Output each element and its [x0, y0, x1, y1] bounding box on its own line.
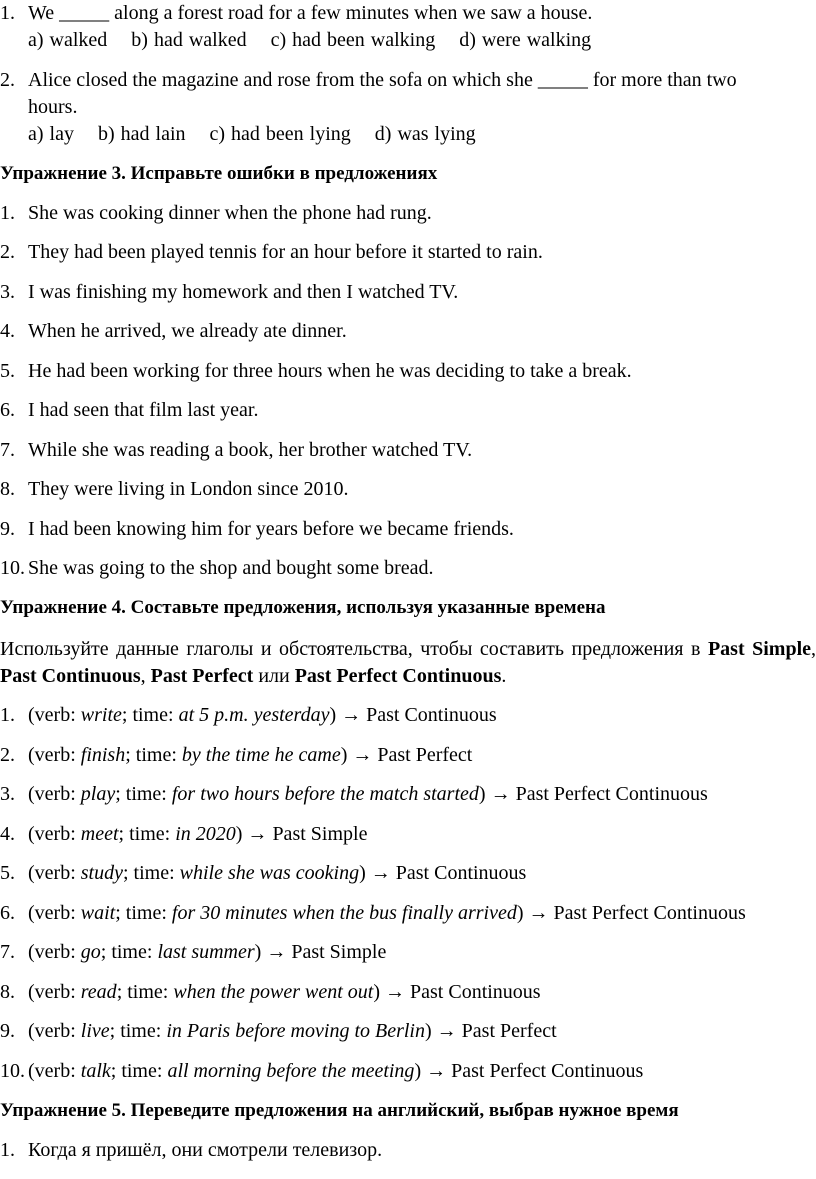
option-a: a) walked — [28, 29, 108, 51]
item-text — [28, 1060, 643, 1083]
verb-value: finish — [80, 744, 126, 766]
item-text — [28, 1020, 557, 1043]
item-number: 10. — [0, 557, 25, 579]
tense-value: Past Continuous — [395, 862, 527, 884]
item-text — [28, 704, 497, 727]
verb-value: wait — [80, 902, 116, 924]
item-text: We _____ along a forest road for a few minutes when we saw a house. — [28, 2, 593, 24]
exercise-3-heading: Упражнение 3. Исправьте ошибки в предложениях — [0, 163, 438, 184]
period: . — [501, 665, 507, 687]
tense-value: Past Continuous — [410, 981, 541, 1003]
item-number: 2. — [0, 744, 15, 766]
item-text: She was going to the shop and bought some bread. — [28, 557, 434, 579]
item-text — [28, 902, 746, 925]
tense-past-perfect: Past Perfect — [150, 665, 254, 687]
option-b: b) had lain — [97, 123, 186, 145]
arrow: ) → — [478, 783, 516, 805]
item-number: 3. — [0, 783, 15, 805]
item-number: 8. — [0, 981, 15, 1003]
tense-value: Past Perfect Continuous — [515, 783, 708, 805]
tense-value: Past Simple — [272, 823, 368, 845]
option-c: c) had been walking — [270, 29, 436, 51]
arrow: ) → — [254, 941, 292, 963]
verb-label: (verb: — [28, 1060, 81, 1082]
tense-value: Past Perfect Continuous — [451, 1060, 644, 1082]
time-value: at 5 p.m. yesterday — [178, 704, 330, 726]
verb-value: study — [80, 862, 123, 884]
item-number: 6. — [0, 902, 15, 924]
time-value: for 30 minutes when the bus finally arrived — [171, 902, 517, 924]
verb-label: (verb: — [28, 981, 81, 1003]
arrow: ) → — [373, 981, 411, 1003]
tense-value: Past Perfect — [377, 744, 473, 766]
exercise-5-heading: Упражнение 5. Переведите предложения на английский, выбрав нужное время — [0, 1100, 679, 1121]
tense-past-simple: Past Simple — [707, 638, 812, 660]
arrow: ) → — [340, 744, 378, 766]
intro-text: Используйте данные глаголы и обстоятельства, чтобы составить предложения в — [0, 638, 701, 660]
tense-value: Past Perfect — [461, 1020, 557, 1042]
item-number: 1. — [0, 1139, 15, 1161]
item-text: Когда я пришёл, они смотрели телевизор. — [28, 1139, 383, 1161]
verb-label: (verb: — [28, 783, 81, 805]
time-value: all morning before the meeting — [167, 1060, 415, 1082]
item-number: 10. — [0, 1060, 25, 1082]
verb-label: (verb: — [28, 862, 81, 884]
time-label: ; time: — [100, 941, 158, 963]
item-text: When he arrived, we already ate dinner. — [28, 320, 347, 342]
verb-value: play — [80, 783, 116, 805]
option-c: c) had been lying — [209, 123, 351, 145]
time-label: ; time: — [116, 981, 174, 1003]
item-number: 2. — [0, 69, 15, 91]
time-label: ; time: — [118, 823, 176, 845]
item-text — [28, 862, 526, 885]
item-number: 9. — [0, 518, 15, 540]
verb-value: meet — [80, 823, 119, 845]
item-number: 4. — [0, 320, 15, 342]
item-number: 1. — [0, 704, 15, 726]
exercise-4-instructions — [0, 636, 816, 690]
option-d: d) was lying — [374, 123, 476, 145]
tense-past-perfect-continuous: Past Perfect Continuous — [294, 665, 502, 687]
item-number: 1. — [0, 202, 15, 224]
item-number: 7. — [0, 439, 15, 461]
item-text: I had seen that film last year. — [28, 399, 259, 421]
item-text — [28, 783, 708, 806]
item-text-cont: hours. — [28, 96, 78, 118]
item-text: I had been knowing him for years before we became friends. — [28, 518, 514, 540]
item-number: 2. — [0, 241, 15, 263]
tense-past-continuous: Past Continuous — [0, 665, 141, 687]
time-label: ; time: — [115, 902, 172, 924]
verb-value: read — [80, 981, 117, 1003]
verb-label: (verb: — [28, 744, 81, 766]
option-b: b) had walked — [131, 29, 247, 51]
verb-label: (verb: — [28, 941, 81, 963]
verb-label: (verb: — [28, 704, 81, 726]
item-text: They were living in London since 2010. — [28, 478, 349, 500]
item-number: 5. — [0, 862, 15, 884]
time-label: ; time: — [110, 1060, 168, 1082]
item-text — [28, 744, 472, 767]
separator: , — [811, 638, 816, 660]
item-number: 5. — [0, 360, 15, 382]
verb-label: (verb: — [28, 902, 81, 924]
item-text — [28, 981, 541, 1004]
item-text: While she was reading a book, her brother watched TV. — [28, 439, 473, 461]
item-number: 6. — [0, 399, 15, 421]
verb-label: (verb: — [28, 823, 81, 845]
arrow: ) → — [414, 1060, 452, 1082]
item-number: 9. — [0, 1020, 15, 1042]
time-label: ; time: — [115, 783, 172, 805]
time-value: by the time he came — [181, 744, 341, 766]
arrow: ) → — [235, 823, 273, 845]
verb-label: (verb: — [28, 1020, 81, 1042]
time-value: when the power went out — [173, 981, 374, 1003]
option-d: d) were walking — [459, 29, 592, 51]
time-label: ; time: — [125, 744, 182, 766]
item-number: 4. — [0, 823, 15, 845]
arrow: ) → — [359, 862, 396, 884]
option-a: a) lay — [28, 123, 74, 145]
time-value: in Paris before moving to Berlin — [166, 1020, 425, 1042]
time-label: ; time: — [109, 1020, 167, 1042]
verb-value: go — [80, 941, 101, 963]
item-number: 8. — [0, 478, 15, 500]
item-text: He had been working for three hours when he was deciding to take a break. — [28, 360, 632, 382]
item-text — [28, 823, 367, 846]
item-text: They had been played tennis for an hour before it started to rain. — [28, 241, 543, 263]
verb-value: write — [80, 704, 122, 726]
time-value: in 2020 — [175, 823, 236, 845]
arrow: ) → — [329, 704, 367, 726]
time-value: while she was cooking — [179, 862, 360, 884]
time-label: ; time: — [122, 862, 180, 884]
item-text: Alice closed the magazine and rose from the sofa on which she _____ for more than two — [28, 69, 737, 91]
verb-value: talk — [80, 1060, 111, 1082]
separator: , — [140, 665, 146, 687]
item-text: I was finishing my homework and then I watched TV. — [28, 281, 459, 303]
exercise-4-heading: Упражнение 4. Составьте предложения, используя указанные времена — [0, 597, 606, 618]
verb-value: live — [80, 1020, 110, 1042]
item-text — [28, 941, 386, 964]
tense-value: Past Simple — [291, 941, 387, 963]
time-value: last summer — [157, 941, 255, 963]
tense-value: Past Continuous — [366, 704, 497, 726]
arrow: ) → — [424, 1020, 462, 1042]
item-number: 3. — [0, 281, 15, 303]
item-number: 7. — [0, 941, 15, 963]
time-label: ; time: — [121, 704, 179, 726]
time-value: for two hours before the match started — [171, 783, 479, 805]
arrow: ) → — [516, 902, 554, 924]
item-number: 1. — [0, 2, 15, 24]
item-text: She was cooking dinner when the phone had rung. — [28, 202, 432, 224]
tense-value: Past Perfect Continuous — [553, 902, 746, 924]
or-word: или — [258, 665, 290, 687]
